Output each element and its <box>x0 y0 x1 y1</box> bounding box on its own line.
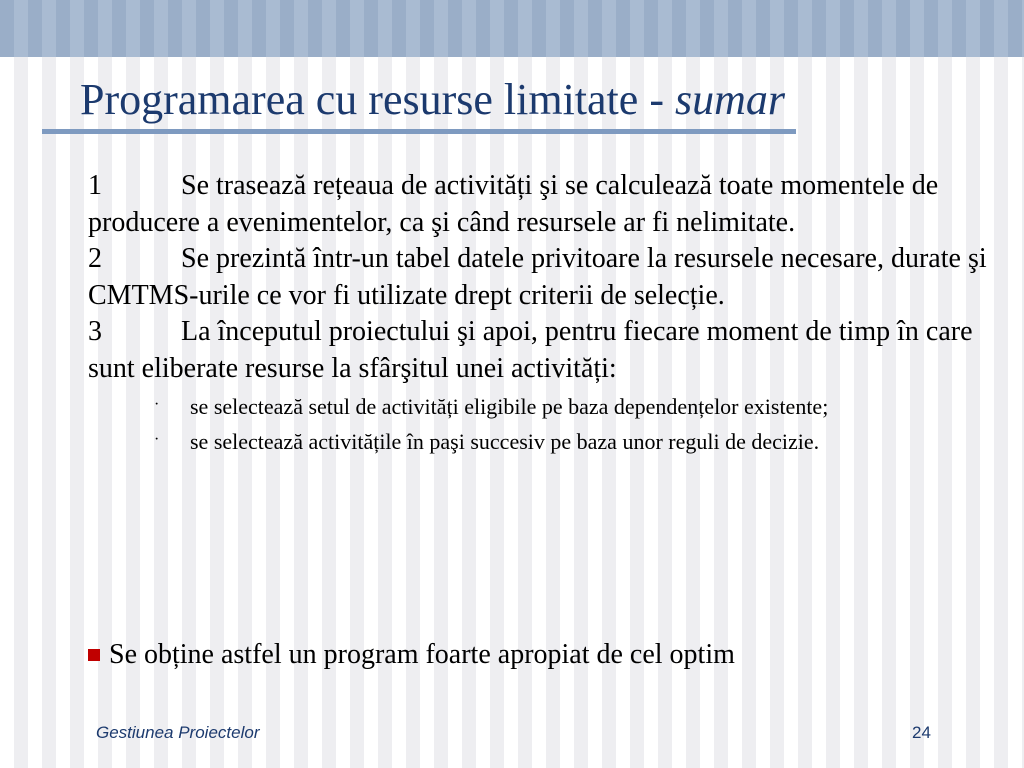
step-number: 2 <box>88 243 102 274</box>
title-main: Programarea cu resurse limitate - <box>80 75 675 124</box>
slide-body <box>88 168 998 457</box>
page-number: 24 <box>912 723 931 742</box>
footer-title: Gestiunea Proiectelor <box>96 723 260 742</box>
subitem-2 <box>88 426 998 457</box>
step-1 <box>88 168 998 241</box>
title-italic: sumar <box>674 75 785 124</box>
subitem-1 <box>88 391 998 422</box>
subitem-text: se selectează setul de activități eligibile pe baza dependențelor existente; <box>190 394 829 419</box>
subitem-text: se selectează activitățile în paşi succesiv pe baza unor reguli de decizie. <box>190 429 820 454</box>
step-lead: Se trasează rețeaua de activități şi se calculează toate <box>181 170 774 201</box>
slide-title <box>80 70 785 130</box>
square-bullet-icon <box>88 649 100 661</box>
step-lead: Se prezintă într-un tabel datele privitoare la resursele <box>181 243 774 274</box>
step-3 <box>88 314 998 387</box>
conclusion-bullet <box>88 635 735 675</box>
step-lead: La începutul proiectului şi apoi, pentru fiecare <box>181 316 700 347</box>
step-rest: necesare, durate şi CMTMS-urile ce vor fi utilizate drept criterii de selecție. <box>88 243 987 311</box>
step-rest: moment de timp în care sunt eliberate resurse la sfârşitul unei activități: <box>88 316 973 384</box>
title-underline <box>42 129 796 134</box>
dot-marker: · <box>154 396 160 413</box>
step-rest: momentele de producere a evenimentelor, ca şi când resursele ar fi nelimitate. <box>88 170 939 238</box>
step-number: 3 <box>88 316 102 347</box>
step-2 <box>88 241 998 314</box>
dot-marker: · <box>154 431 160 448</box>
step-number: 1 <box>88 170 102 201</box>
header-band <box>0 0 1024 57</box>
conclusion-text: Se obține astfel un program foarte apropiat de cel optim <box>109 639 735 670</box>
